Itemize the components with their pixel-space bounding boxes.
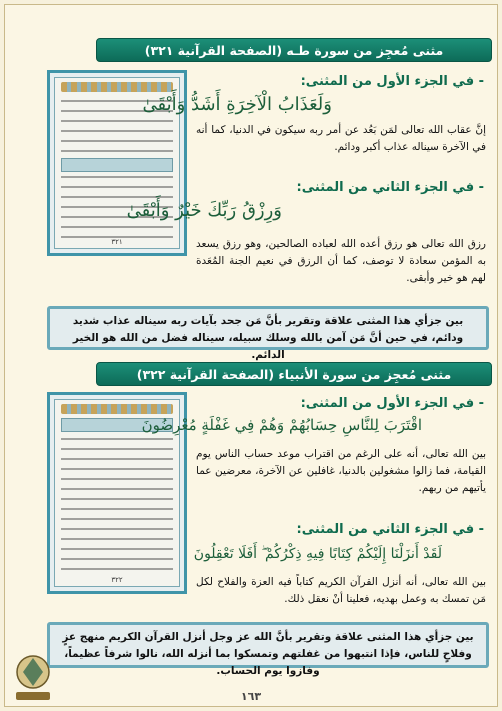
part1-label: - في الجزء الأول من المثنى: (300, 396, 484, 411)
ornament-icon (61, 82, 173, 92)
page-number: ١٦٣ (240, 690, 262, 703)
part1-text: إنَّ عقاب الله تعالى لمَن بَعُد عن أمر ربه سيكون في الدنيا، كما أنه في الآخرة سيناله عذاب أكبر ودائم. (196, 124, 486, 153)
part1-verse: اقْتَرَبَ لِلنَّاسِ حِسَابُهُمْ وَهُمْ فِي غَفْلَةٍ مُعْرِضُونَ (141, 416, 422, 434)
part2-verse: وَرِزْقُ رَبِّكَ خَيْرٌ وَأَبْقَىٰ (126, 200, 282, 221)
part2-text: بين الله تعالى، أنه أنزل القرآن الكريم كتاباً فيه العزة والفلاح لكل مَن تمسك به وعمل بهديه، فعلينا أنْ نعقل ذلك. (196, 576, 486, 605)
publisher-logo-icon (8, 650, 58, 706)
summary-box: بين جزأي هذا المثنى علاقة وتقرير بأنَّ مَن جحد بآيات ربه سيناله عذاب شديد ودائم، في حين أنَّ مَن آمن بالله وسلك سبيله، سيناله فضل من الله هو الخير الدائم. (47, 306, 489, 350)
summary-box: بين جزأي هذا المثنى علاقة وتقرير بأنَّ الله عز وجل أنزل القرآن الكريم منهج عزٍ وفلاحٍ للناس، فإذا انتبهوا من غفلتهم وتمسكوا بما أنزله الله، نالوا شرفاً عظيماً، وفازوا يوم الحساب. (47, 622, 489, 668)
part1-label: - في الجزء الأول من المثنى: (300, 74, 484, 89)
mushaf-page-number: ٣٢٢ (111, 576, 123, 584)
ornament-icon (61, 404, 173, 414)
mushaf-page-number: ٣٢١ (111, 238, 123, 246)
section-title: مثنى مُعجِز من سورة طـه (الصفحة القرآنية ٣٢١) (96, 38, 492, 62)
part1-text: بين الله تعالى، أنه على الرغم من اقتراب موعد حساب الناس يوم القيامة، فما زالوا مشغولين بالدنيا، غافلين عن الآخرة، معرضين عما يأتيهم من ربهم. (196, 448, 486, 494)
part2-label: - في الجزء الثاني من المثنى: (296, 522, 484, 537)
part2-text: رزق الله تعالى هو رزق أعده الله لعباده الصالحين، وهو رزق يسعد به المؤمن سعادة لا توصف، كما أن الرزق في نعيم الجنة المُعَدة لهم هو خير وأبقى. (196, 238, 486, 284)
part1-verse: وَلَعَذَابُ الْآخِرَةِ أَشَدُّ وَأَبْقَىٰ (142, 94, 332, 115)
part2-label: - في الجزء الثاني من المثنى: (296, 180, 484, 195)
part2-verse: لَقَدْ أَنزَلْنَا إِلَيْكُمْ كِتَابًا فِيهِ ذِكْرُكُمْ ۖ أَفَلَا تَعْقِلُونَ (193, 546, 442, 562)
section-title: مثنى مُعجِز من سورة الأنبياء (الصفحة القرآنية ٣٢٢) (96, 362, 492, 386)
